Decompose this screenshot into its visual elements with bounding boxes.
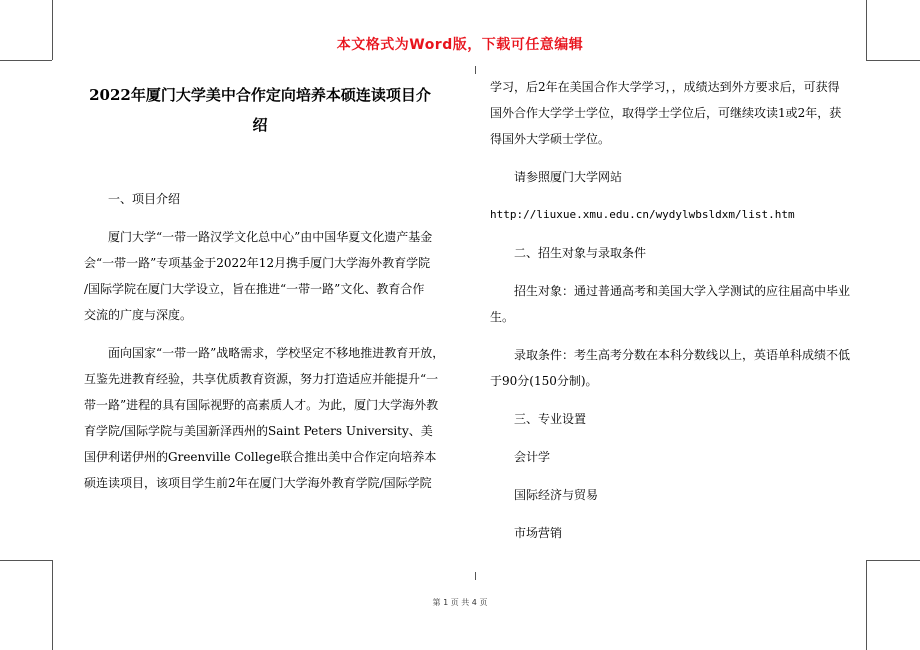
- crop-mark: [475, 572, 476, 580]
- paragraph-line: 硕连读项目，该项目学生前2年在厦门大学海外教育学院/国际学院: [84, 476, 432, 490]
- crop-mark: [0, 560, 52, 561]
- crop-mark: [866, 60, 920, 61]
- right-column: [490, 74, 858, 546]
- paragraph-line: 会“一带一路”专项基金于2022年12月携手厦门大学海外教育学院: [84, 256, 431, 270]
- crop-mark: [866, 560, 920, 561]
- document-title: [60, 80, 460, 140]
- section-heading: 一、项目介绍: [108, 192, 181, 206]
- paragraph-line: 交流的广度与深度。: [84, 308, 193, 322]
- left-column: [84, 80, 460, 496]
- paragraph-line: 学习，后2年在美国合作大学学习，，成绩达到外方要求后，可获得: [490, 80, 840, 94]
- editable-word-banner: 本文格式为Word版，下载可任意编辑: [336, 37, 584, 53]
- paragraph-line: 生。: [490, 310, 515, 324]
- crop-mark: [475, 66, 476, 74]
- paragraph-line: 国伊利诺伊州的Greenville College联合推出美中合作定向培养本: [84, 450, 437, 464]
- major-item: 国际经济与贸易: [514, 488, 599, 502]
- paragraph-line: 得国外大学硕士学位。: [490, 132, 611, 146]
- paragraph-line: 厦门大学“一带一路汉学文化总中心”由中国华夏文化遗产基金: [108, 230, 433, 244]
- paragraph-line: /国际学院在厦门大学设立，旨在推进“一带一路”文化、教育合作: [84, 282, 425, 296]
- major-item: 市场营销: [514, 526, 563, 540]
- website-link[interactable]: http://liuxue.xmu.edu.cn/wydylwbsldxm/list.htm: [490, 208, 795, 221]
- major-item: 会计学: [514, 450, 551, 464]
- paragraph-line: 国外合作大学学士学位，取得学士学位后，可继续攻读1或2年，获: [490, 106, 842, 120]
- paragraph-line: 招生对象：通过普通高考和美国大学入学测试的应往届高中毕业: [514, 284, 851, 298]
- paragraph-line: 互鉴先进教育经验，共享优质教育资源，努力打造适应并能提升“一: [84, 372, 439, 386]
- paragraph-line: 育学院/国际学院与美国新泽西州的Saint Peters University、美: [84, 424, 433, 438]
- title-line: 2022年厦门大学美中合作定向培养本硕连读项目介: [89, 86, 431, 104]
- paragraph-line: 请参照厦门大学网站: [514, 170, 623, 184]
- crop-mark: [0, 60, 52, 61]
- section-heading: 二、招生对象与录取条件: [514, 246, 647, 260]
- paragraph-line: 面向国家“一带一路”战略需求，学校坚定不移地推进教育开放，: [108, 346, 445, 360]
- page-number: 第 1 页 共 4 页: [432, 598, 488, 607]
- title-line: 绍: [252, 116, 268, 134]
- paragraph-line: 录取条件：考生高考分数在本科分数线以上，英语单科成绩不低: [514, 348, 851, 362]
- section-heading: 三、专业设置: [514, 412, 587, 426]
- paragraph-line: 于90分(150分制)。: [490, 374, 598, 388]
- paragraph-line: 带一路”进程的具有国际视野的高素质人才。为此，厦门大学海外教: [84, 398, 439, 412]
